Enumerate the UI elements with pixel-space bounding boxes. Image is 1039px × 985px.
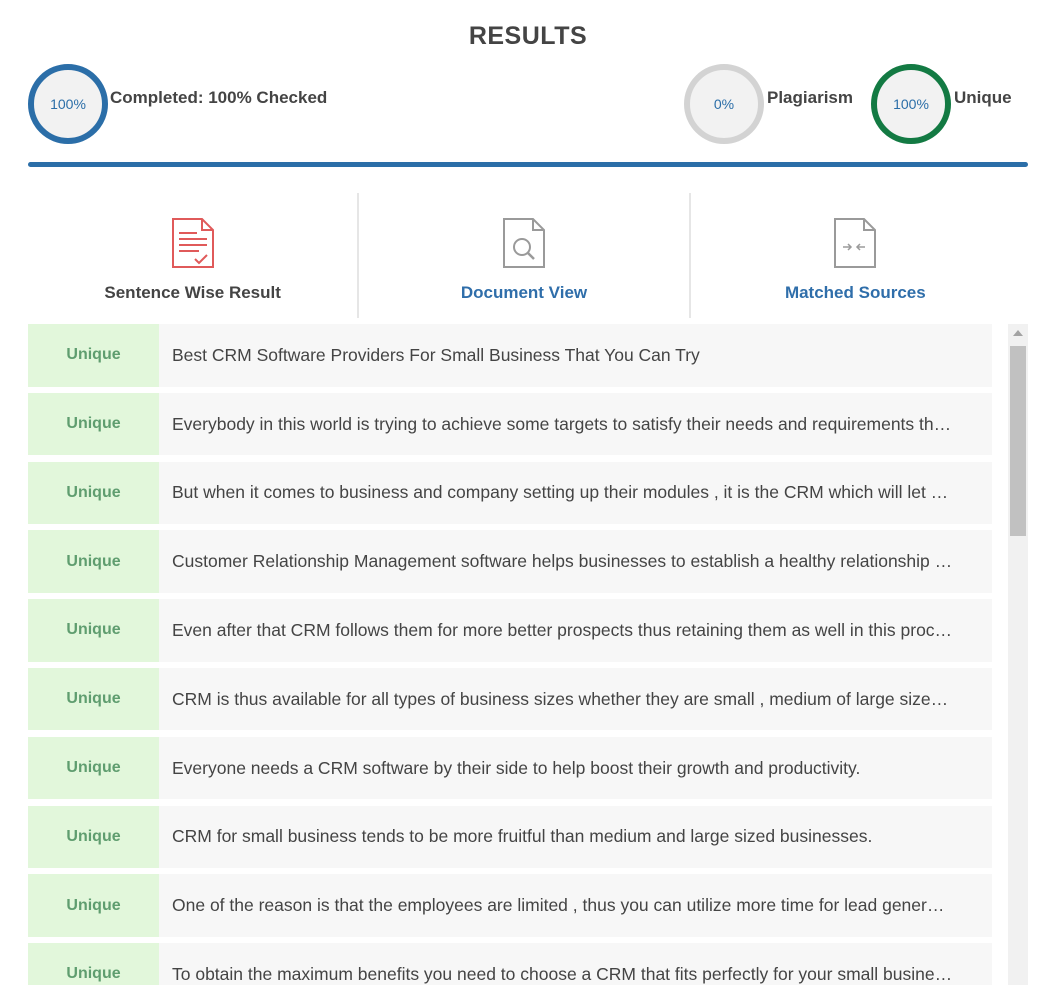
- status-badge: Unique: [28, 393, 159, 456]
- status-badge: Unique: [28, 324, 159, 387]
- status-badge: Unique: [28, 737, 159, 800]
- vertical-scrollbar[interactable]: [1008, 324, 1028, 985]
- document-check-icon: [170, 217, 216, 274]
- sentence-text-value: But when it comes to business and company setting up their modules , it is the CRM which will let …: [172, 482, 949, 503]
- table-row[interactable]: [28, 943, 992, 985]
- sentence-text: [159, 668, 992, 731]
- sentence-text: [159, 806, 992, 869]
- status-badge: Unique: [28, 943, 159, 985]
- completed-label: Completed: 100% Checked: [110, 88, 328, 107]
- table-row[interactable]: [28, 324, 992, 387]
- sentence-text-value: Even after that CRM follows them for more better prospects thus retaining them as well in this proc…: [172, 619, 953, 640]
- result-tabs: [28, 193, 1020, 318]
- table-row[interactable]: [28, 806, 992, 869]
- status-badge: Unique: [28, 462, 159, 525]
- tab-document-view-label: Document View: [460, 283, 588, 302]
- sentence-text-value: CRM is thus available for all types of business sizes whether they are small , medium of large size…: [172, 688, 949, 709]
- table-row[interactable]: [28, 462, 992, 525]
- page-title: RESULTS: [468, 22, 588, 50]
- status-badge: Unique: [28, 530, 159, 593]
- progress-bar: [28, 162, 1028, 167]
- unique-percent: 100%: [893, 96, 929, 112]
- status-badge: Unique: [28, 599, 159, 662]
- tab-sentence-wise-result-label: Sentence Wise Result: [104, 283, 281, 302]
- table-row[interactable]: [28, 530, 992, 593]
- table-row[interactable]: [28, 668, 992, 731]
- scroll-thumb[interactable]: [1010, 346, 1026, 536]
- status-badge: Unique: [28, 806, 159, 869]
- status-badge: Unique: [28, 874, 159, 937]
- unique-percent-circle: [871, 64, 951, 144]
- sentence-text: [159, 324, 992, 387]
- plagiarism-percent-circle: [684, 64, 764, 144]
- sentence-text-value: Customer Relationship Management software helps businesses to establish a healthy relationship …: [172, 551, 953, 572]
- sentence-text: [159, 737, 992, 800]
- sentence-text-value: Everyone needs a CRM software by their side to help boost their growth and productivity.: [172, 757, 861, 778]
- sentence-text: [159, 462, 992, 525]
- sentence-text: [159, 393, 992, 456]
- sentence-text: [159, 874, 992, 937]
- table-row[interactable]: [28, 599, 992, 662]
- scroll-up-arrow-icon[interactable]: [1013, 330, 1023, 336]
- sentence-text-value: Everybody in this world is trying to achieve some targets to satisfy their needs and requirements th…: [172, 413, 952, 434]
- sentence-text-value: To obtain the maximum benefits you need to choose a CRM that fits perfectly for your small busine…: [172, 963, 953, 984]
- sentence-results-list: [28, 324, 1028, 985]
- plagiarism-percent: 0%: [713, 96, 735, 112]
- table-row[interactable]: [28, 393, 992, 456]
- status-badge: Unique: [28, 668, 159, 731]
- document-search-icon: [501, 217, 547, 274]
- table-row[interactable]: [28, 874, 992, 937]
- completed-percent: 100%: [50, 96, 86, 112]
- sentence-text: [159, 943, 992, 985]
- sentence-text-value: One of the reason is that the employees are limited , thus you can utilize more time for lead gener…: [172, 895, 945, 916]
- sentence-text-value: Best CRM Software Providers For Small Business That You Can Try: [172, 344, 700, 365]
- document-compare-icon: [832, 217, 878, 274]
- tab-sentence-wise-result[interactable]: [28, 193, 357, 318]
- completed-percent-circle: [28, 64, 108, 144]
- plagiarism-label: Plagiarism: [767, 88, 853, 107]
- tab-document-view[interactable]: [357, 193, 688, 318]
- tab-matched-sources[interactable]: [689, 193, 1020, 318]
- table-row[interactable]: [28, 737, 992, 800]
- sentence-text: [159, 599, 992, 662]
- tab-matched-sources-label: Matched Sources: [784, 283, 926, 302]
- unique-label: Unique: [954, 88, 1012, 107]
- sentence-text-value: CRM for small business tends to be more fruitful than medium and large sized businesses.: [172, 826, 873, 847]
- sentence-text: [159, 530, 992, 593]
